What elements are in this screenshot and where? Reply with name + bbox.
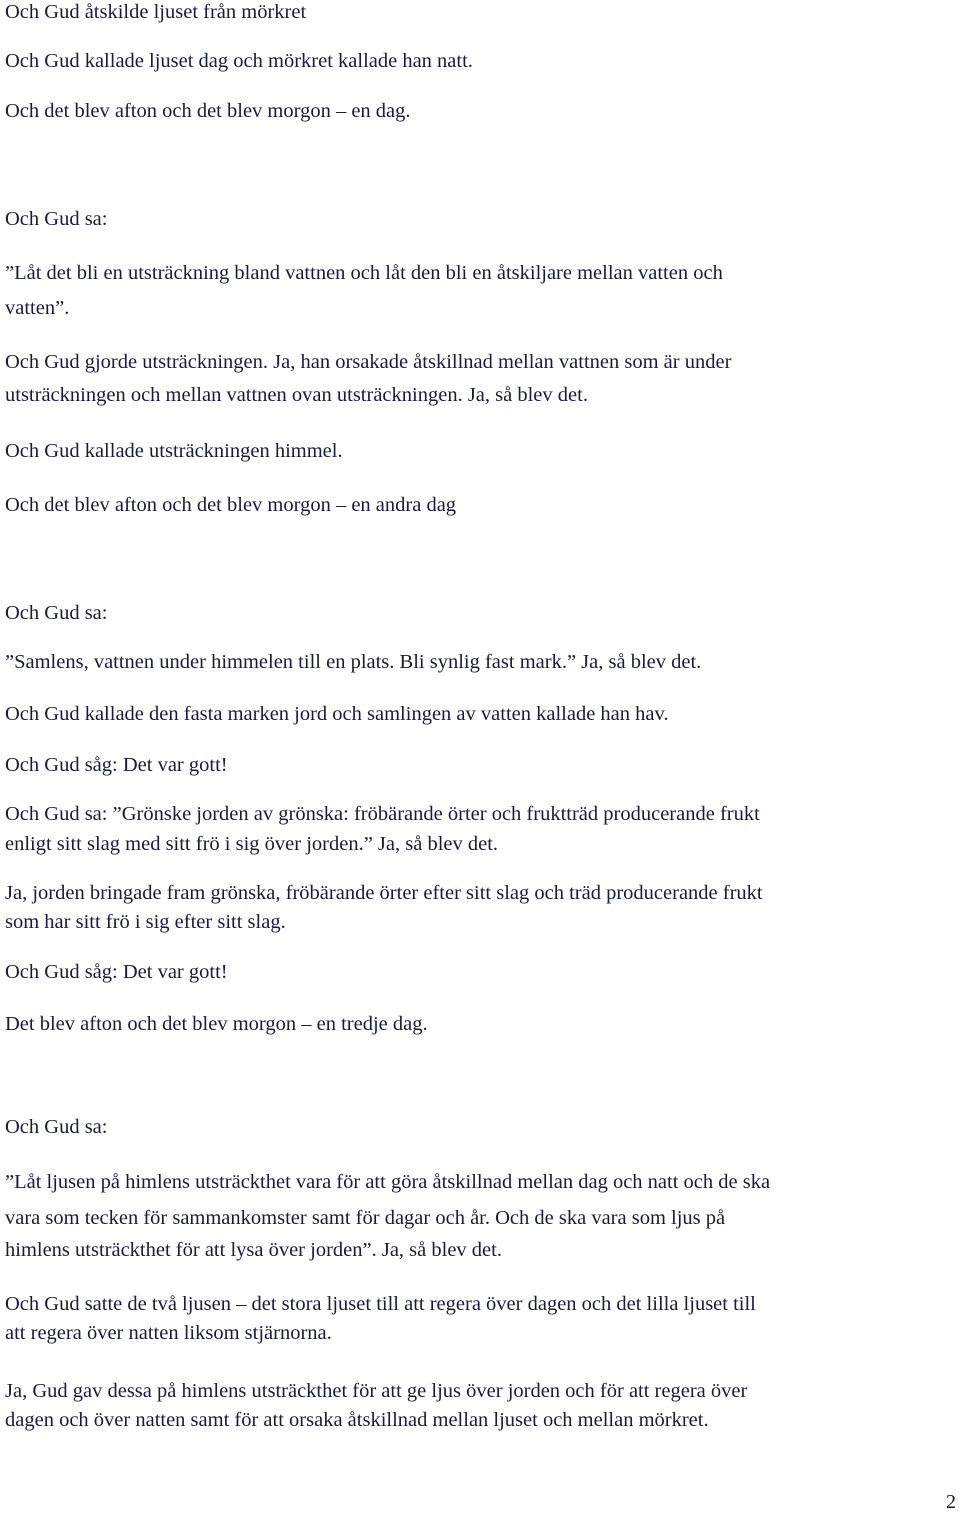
text-line: Och Gud såg: Det var gott! [5,961,228,983]
text-line: ”Låt det bli en utsträckning bland vattnen och låt den bli en åtskiljare mellan vatten och [5,262,723,284]
text-line: Ja, jorden bringade fram grönska, fröbärande örter efter sitt slag och träd producerande frukt [5,882,763,904]
text-line: Och Gud kallade utsträckningen himmel. [5,440,343,462]
text-line: Och Gud åtskilde ljuset från mörkret [5,1,307,23]
text-line: Och Gud sa: ”Grönske jorden av grönska: fröbärande örter och fruktträd producerande frukt [5,803,760,825]
text-line: utsträckningen och mellan vattnen ovan utsträckningen. Ja, så blev det. [5,384,588,406]
text-line: vara som tecken för sammankomster samt för dagar och år. Och de ska vara som ljus på [5,1207,726,1229]
text-line: Och Gud sa: [5,602,108,624]
text-line: Och Gud sa: [5,208,108,230]
text-line: Och Gud kallade den fasta marken jord och samlingen av vatten kallade han hav. [5,703,669,725]
text-line: ”Låt ljusen på himlens utsträckthet vara för att göra åtskillnad mellan dag och natt och de ska [5,1171,771,1193]
text-line: Och det blev afton och det blev morgon – en andra dag [5,494,457,516]
text-line: Och det blev afton och det blev morgon – en dag. [5,100,411,122]
text-line: Och Gud kallade ljuset dag och mörkret kallade han natt. [5,50,473,72]
text-line: dagen och över natten samt för att orsaka åtskillnad mellan ljuset och mellan mörkret. [5,1409,709,1431]
text-line: Och Gud sa: [5,1116,108,1138]
page-number: 2 [946,1491,956,1513]
text-line: Och Gud gjorde utsträckningen. Ja, han orsakade åtskillnad mellan vattnen som är under [5,351,732,373]
text-line: ”Samlens, vattnen under himmelen till en plats. Bli synlig fast mark.” Ja, så blev det. [5,651,702,673]
text-line: Det blev afton och det blev morgon – en tredje dag. [5,1013,428,1035]
text-line: Och Gud satte de två ljusen – det stora ljuset till att regera över dagen och det lilla ljuset till [5,1293,756,1315]
text-line: himlens utsträckthet för att lysa över jorden”. Ja, så blev det. [5,1239,502,1261]
text-line: som har sitt frö i sig efter sitt slag. [5,911,286,933]
text-line: att regera över natten liksom stjärnorna. [5,1322,332,1344]
text-line: vatten”. [5,297,70,319]
text-line: Och Gud såg: Det var gott! [5,754,228,776]
text-line: enligt sitt slag med sitt frö i sig över jorden.” Ja, så blev det. [5,833,499,855]
text-line: Ja, Gud gav dessa på himlens utsträckthet för att ge ljus över jorden och för att regera över [5,1380,748,1402]
